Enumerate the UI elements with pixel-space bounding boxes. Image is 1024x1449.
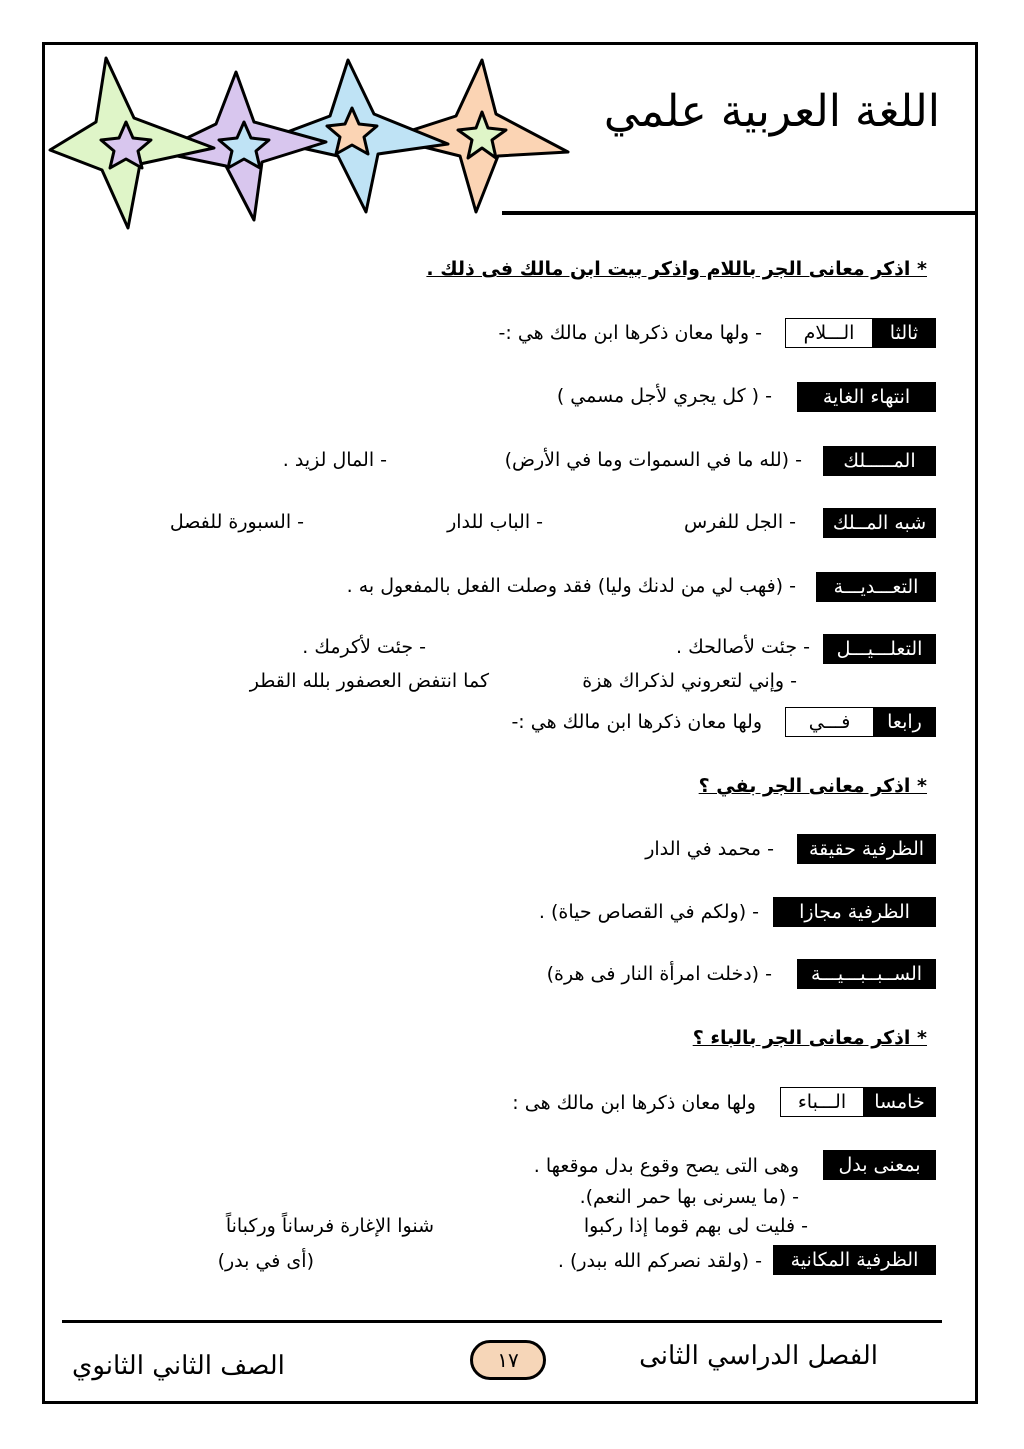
example-real-container: - محمد في الدار: [645, 838, 774, 860]
label-transitivity: التعـــديـــة: [816, 572, 936, 602]
section-letter-ba: الـــباء: [780, 1087, 863, 1117]
label-end-of-goal: انتهاء الغاية: [797, 382, 936, 412]
example-causation-verse-2: كما انتفض العصفور بلله القطر: [249, 670, 489, 692]
label-ownership: المـــــلك: [823, 446, 936, 476]
label-cause: الســبــبـــيـــة: [797, 959, 936, 989]
example-substitution-verse-2: شنوا الإغارة فرساناً وركباناً: [225, 1215, 434, 1237]
example-causation-2: - جئت لأكرمك .: [302, 636, 426, 658]
label-real-container: الظرفية حقيقة: [797, 834, 936, 864]
page-number-badge: ١٧: [470, 1340, 546, 1380]
document-title: اللغة العربية علمي: [603, 86, 940, 137]
section-tag-fifth: خامسا: [863, 1087, 936, 1117]
section-intro-ba: ولها معان ذكرها ابن مالك هى :: [512, 1092, 756, 1114]
section-tag-fourth: رابعا: [873, 707, 936, 737]
example-quasi-ownership-2: - الباب للدار: [447, 511, 543, 533]
section-letter-fi: فـــي: [785, 707, 873, 737]
question-heading-ba: * اذكر معانى الجر بالباء ؟: [692, 1027, 927, 1049]
example-ownership-1: - (لله ما في السموات وما في الأرض): [504, 449, 802, 471]
example-substitution-1: - (ما يسرنى بها حمر النعم).: [579, 1186, 799, 1208]
label-causation: التعلـــيـــل: [823, 634, 936, 664]
section-letter-lam: الـــلام: [785, 318, 872, 348]
title-divider: [502, 211, 978, 215]
section-intro-lam: - ولها معان ذكرها ابن مالك هي :-: [498, 322, 762, 344]
example-place-container-note: (أى في بدر): [217, 1250, 314, 1272]
example-causation-1: - جئت لأصالحك .: [676, 636, 810, 658]
example-quasi-ownership-1: - الجل للفرس: [683, 511, 796, 533]
question-heading-fi: * اذكر معانى الجر بفي ؟: [698, 775, 927, 797]
example-substitution-verse-1: - فليت لى بهم قوما إذا ركبوا: [583, 1215, 808, 1237]
label-quasi-ownership: شبه المــلك: [823, 508, 936, 538]
label-figurative-container: الظرفية مجازا: [773, 897, 936, 927]
example-causation-verse-1: - وإني لتعروني لذكراك هزة: [582, 670, 797, 692]
example-end-of-goal: - ( كل يجري لأجل مسمي ): [556, 385, 772, 407]
footer-term: الفصل الدراسي الثانى: [639, 1341, 878, 1371]
example-transitivity: - (فهب لي من لدنك وليا) فقد وصلت الفعل بالمفعول به .: [346, 575, 796, 597]
question-heading-lam: * اذكر معانى الجر باللام واذكر بيت ابن مالك فى ذلك .: [426, 258, 927, 280]
label-place-container: الظرفية المكانية: [773, 1245, 936, 1275]
example-figurative-container: - (ولكم في القصاص حياة) .: [538, 901, 759, 923]
footer-grade: الصف الثاني الثانوي: [72, 1351, 285, 1381]
example-substitution-def: وهى التى يصح وقوع بدل موقعها .: [533, 1155, 799, 1177]
footer-divider: [62, 1320, 942, 1323]
example-ownership-2: - المال لزيد .: [282, 449, 387, 471]
example-place-container: - (ولقد نصركم الله ببدر) .: [557, 1250, 762, 1272]
section-intro-fi: ولها معان ذكرها ابن مالك هي :-: [511, 711, 762, 733]
decorative-stars: [48, 52, 578, 232]
example-cause: - (دخلت امرأة النار فى هرة): [546, 963, 772, 985]
label-substitution: بمعنى بدل: [823, 1150, 936, 1180]
example-quasi-ownership-3: - السبورة للفصل: [169, 511, 304, 533]
section-tag-third: ثالثا: [872, 318, 936, 348]
